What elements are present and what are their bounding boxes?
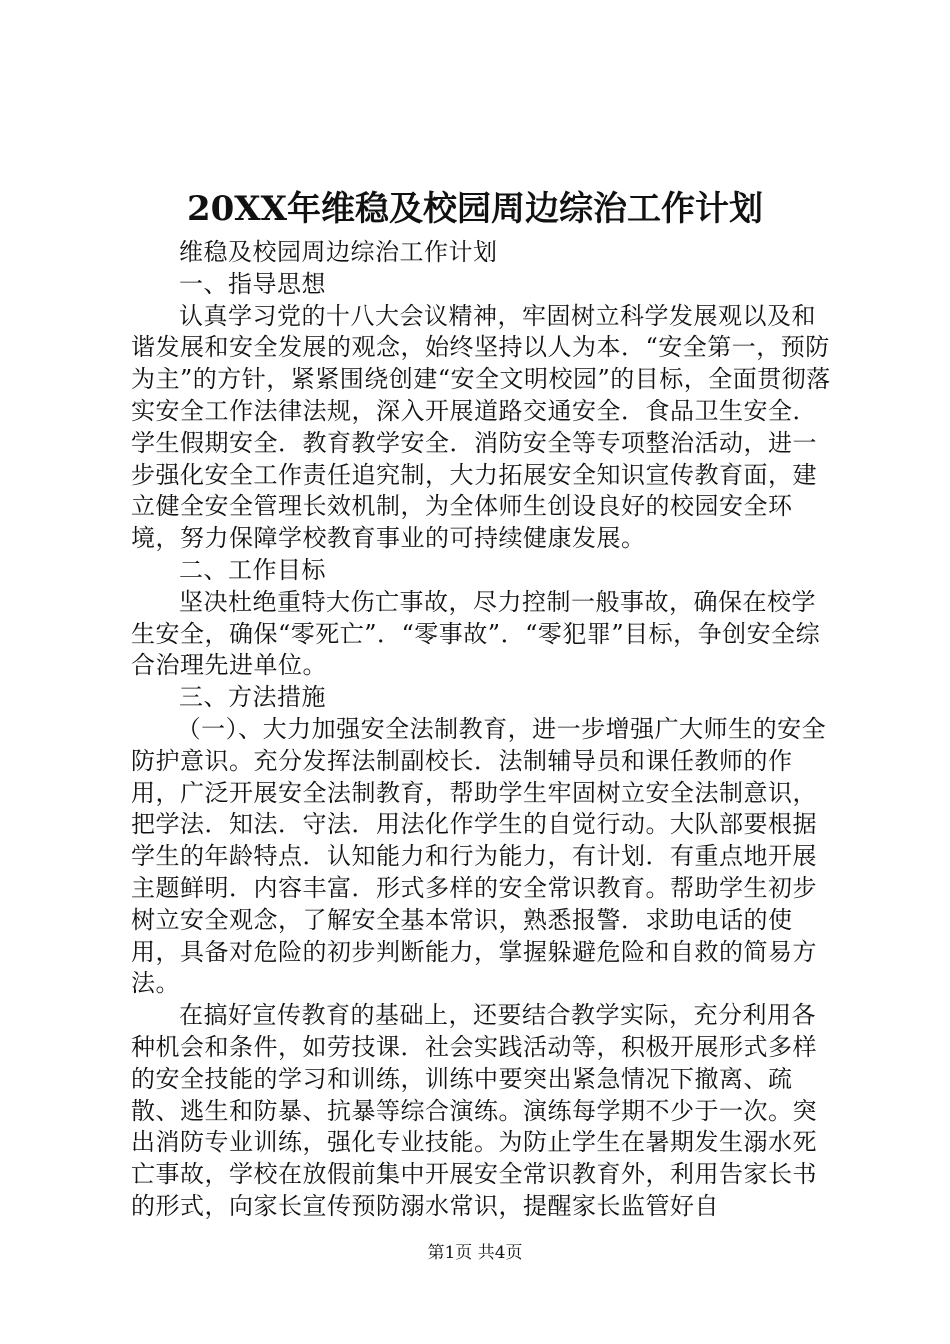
body-paragraph-4: 在搞好宣传教育的基础上，还要结合教学实际，充分利用各种机会和条件，如劳技课．社会实践活动等，积极开展形式多样的安全技能的学习和训练，训练中要突出紧急情况下撤离、疏散、逃生和防暴、抗暴等综合演练。演练每学期不少于一次。突出消防专业训练，强化专业技能。为防止学生在暑期发生溺水死亡事故，学校在放假前集中开展安全常识教育外，利用告家长书的形式，向家长宣传预防溺水常识，提醒家长监管好自 <box>131 1001 817 1220</box>
page-number-footer: 第1页 共4页 <box>427 1243 523 1263</box>
body-paragraph-2: 坚决杜绝重特大伤亡事故，尽力控制一般事故，确保在校学生安全，确保“零死亡”．“零事故”．“零犯罪”目标，争创安全综合治理先进单位。 <box>131 587 821 680</box>
section-heading-2: 二、工作目标 <box>179 555 326 584</box>
section-heading-3: 三、方法措施 <box>179 683 326 712</box>
subtitle-paragraph: 维稳及校园周边综治工作计划 <box>179 238 498 266</box>
section-heading-1: 一、指导思想 <box>179 269 326 298</box>
document-body <box>131 237 831 1223</box>
body-paragraph-1: 认真学习党的十八大会议精神，牢固树立科学发展观以及和谐发展和安全发展的观念，始终坚持以人为本．“安全第一，预防为主”的方针，紧紧围绕创建“安全文明校园”的目标，全面贯彻落实安全工作法律法规，深入开展道路交通安全．食品卫生安全．学生假期安全．教育教学安全．消防安全等专项整治活动，进一步强化安全工作责任追究制，大力拓展安全知识宣传教育面，建立健全安全管理长效机制，为全体师生创设良好的校园安全环境，努力保障学校教育事业的可持续健康发展。 <box>131 301 831 553</box>
body-paragraph-3: （一）、大力加强安全法制教育，进一步增强广大师生的安全防护意识。充分发挥法制副校长．法制辅导员和课任教师的作用，广泛开展安全法制教育，帮助学生牢固树立安全法制意识，把学法．知法．守法．用法化作学生的自觉行动。大队部要根据学生的年龄特点．认知能力和行为能力，有计划．有重点地开展主题鲜明．内容丰富．形式多样的安全常识教育。帮助学生初步树立安全观念，了解安全基本常识，熟悉报警．求助电话的使用，具备对危险的初步判断能力，掌握躲避危险和自救的简易方法。 <box>131 714 827 998</box>
document-title: 20XX年维稳及校园周边综治工作计划 <box>186 189 764 229</box>
